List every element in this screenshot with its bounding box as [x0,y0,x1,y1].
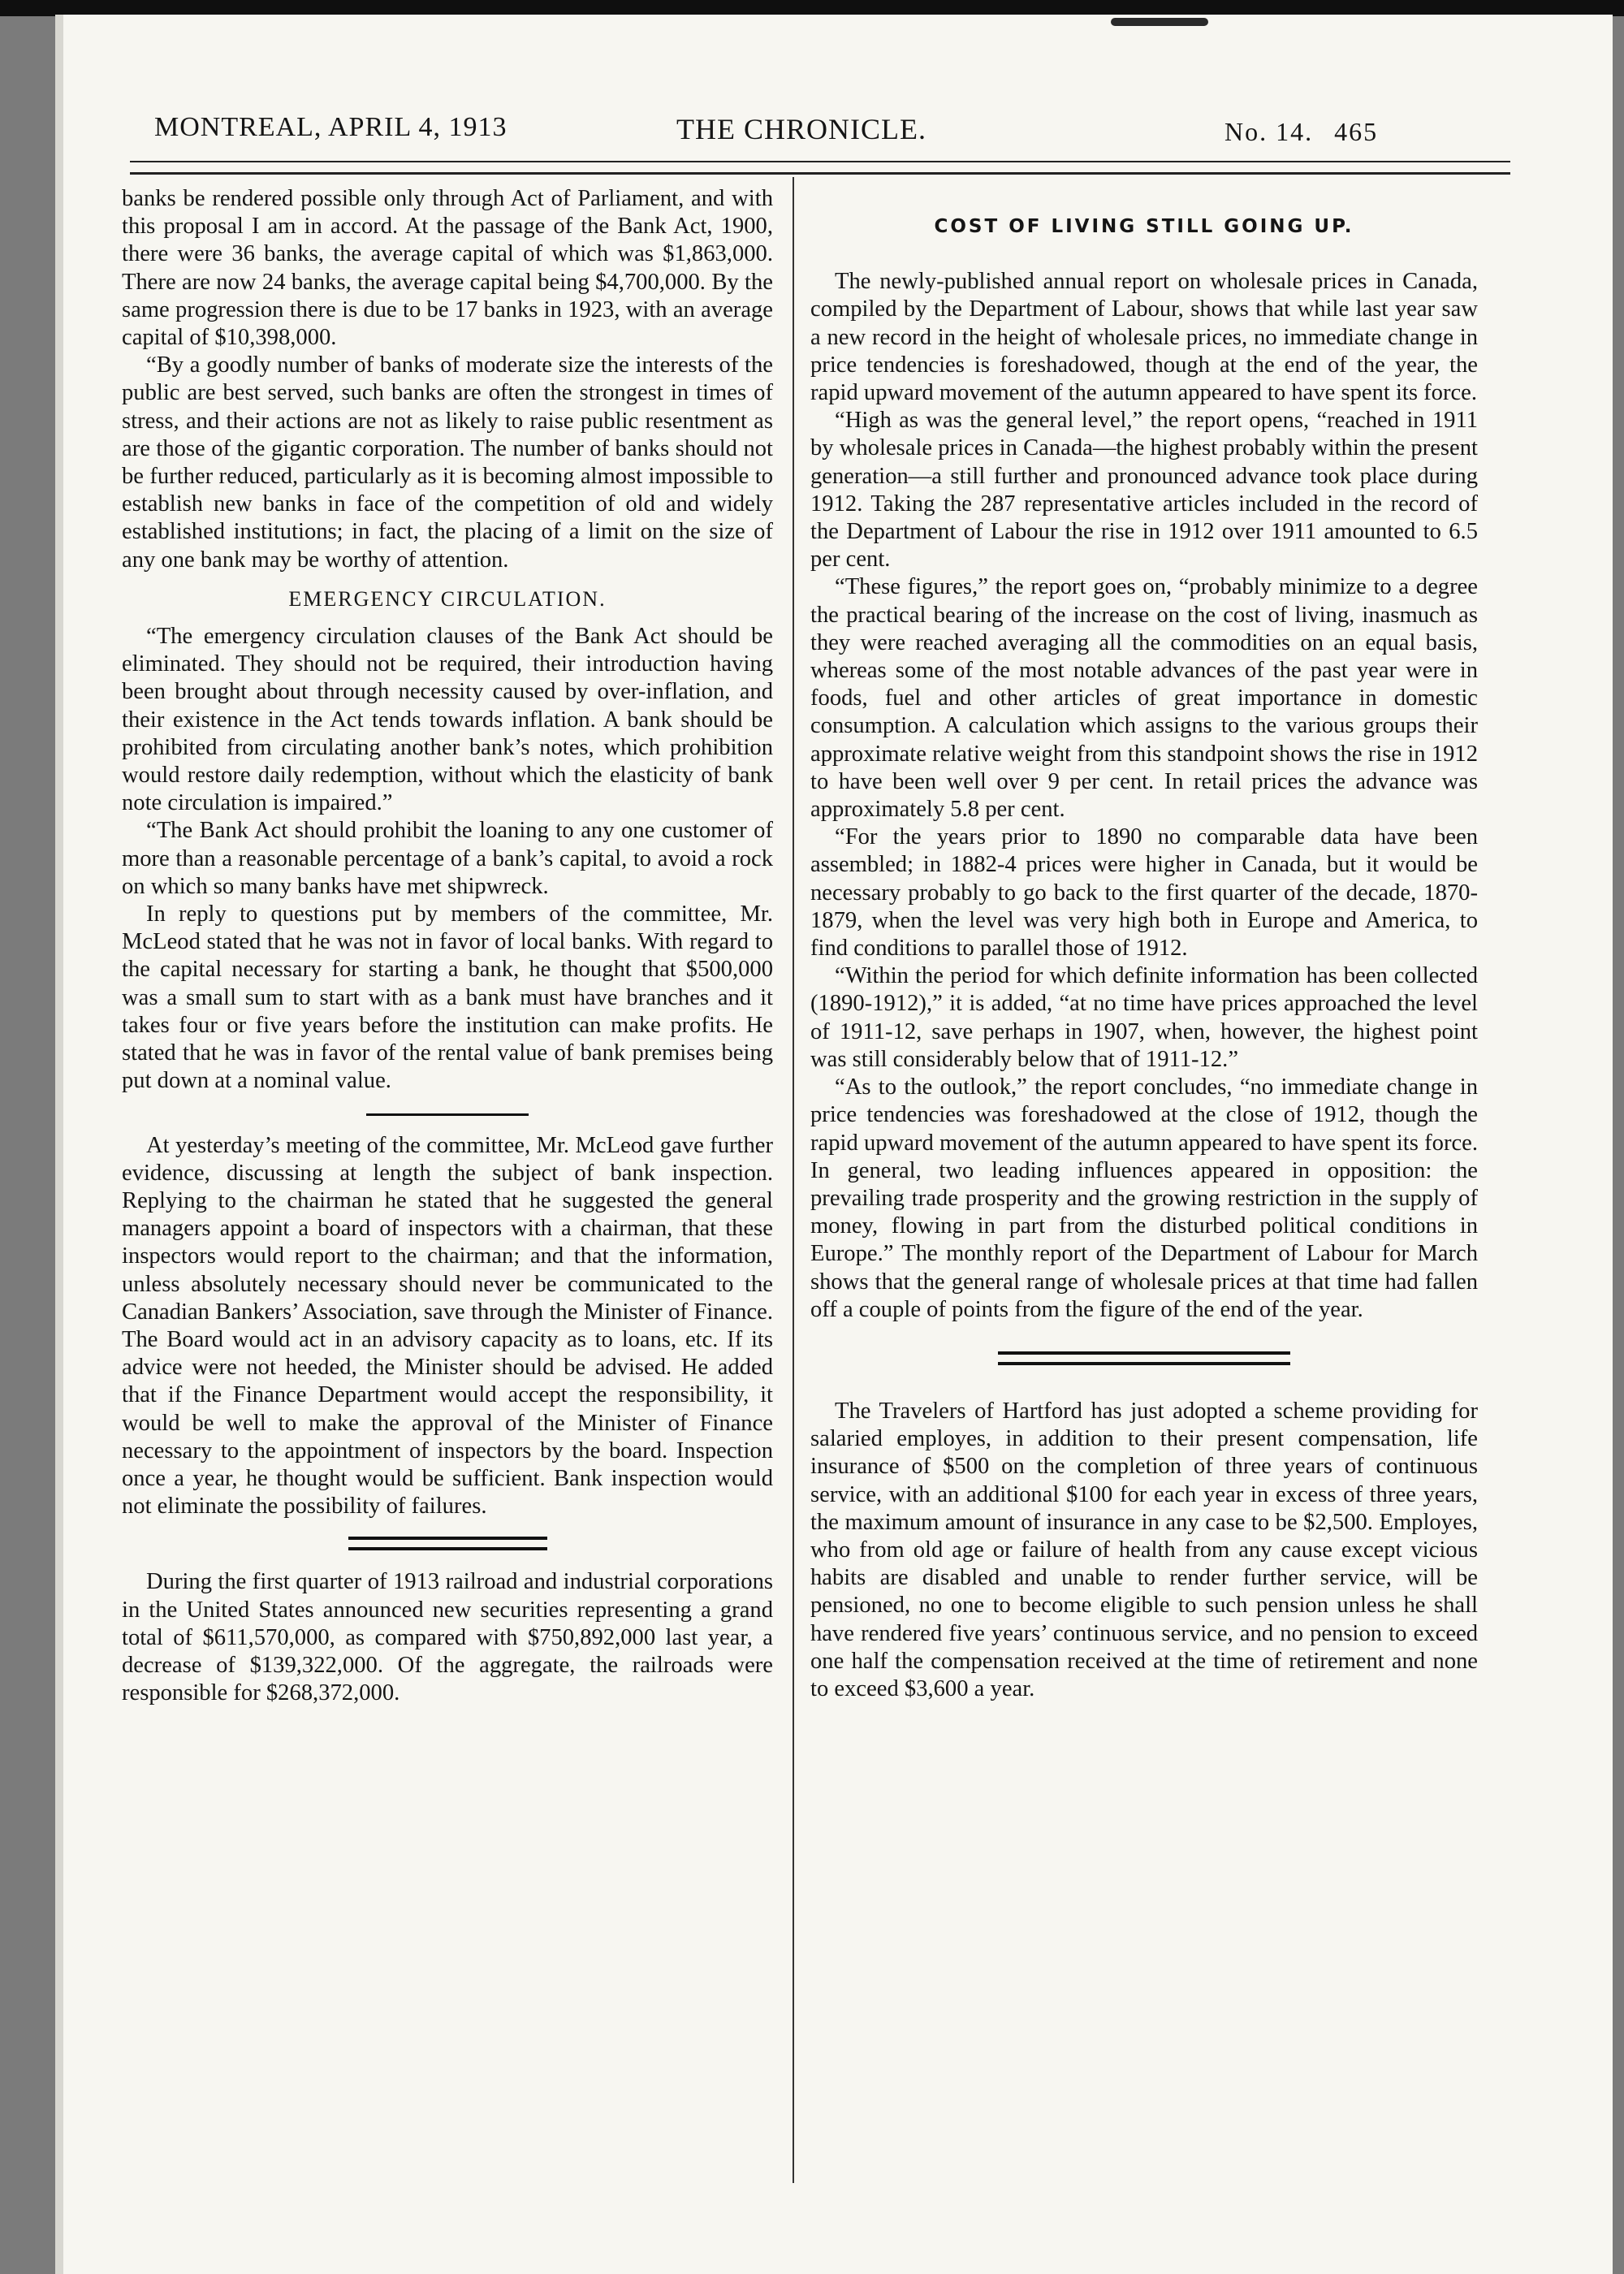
page-binding-edge [55,15,63,2274]
section-subheading: EMERGENCY CIRCULATION. [288,586,607,611]
article-paragraph: “These figures,” the report goes on, “probably minimize to a degree the practical bearing of the increase on the cost of living, inasmuch as they were reached averaging all the commodities on an equal basis, whereas some of the most notable advances of the past year were in foods, fuel and other articles of great importance in domestic consumption. A calculation which assigns to the various groups their approximate relative weight from this standpoint shows the rise in 1912 to have been well over 9 per cent. In retail prices the advance was approximately 5.8 per cent. [810,574,1478,823]
scan-top-border [0,0,1624,16]
page-number: 465 [1334,117,1379,146]
article-paragraph: At yesterday’s meeting of the committee, Mr. McLeod gave further evidence, discussing at length the subject of bank inspection. Replying to the chairman he stated that he suggested the general managers appoint a board of inspectors with a chairman, that these inspectors would report to the chairman; and that the information, unless absolutely necessary should never be communicated to the Canadian Bankers’ Association, save through the Minister of Finance. The Board would act in an advisory capacity as to loans, etc. If its advice were not heeded, the Minister should be advised. He added that if the Finance Department would accept the responsibility, it would be well to make the approval of the Minister of Finance necessary to the appointment of inspectors by the board. Inspection once a year, he thought would be sufficient. Bank inspection would not eliminate the possibility of failures. [122,1132,773,1520]
article-paragraph: The Travelers of Hartford has just adopted a scheme providing for salaried employes, in addition to their present compensation, life insurance of $500 on the completion of three years of continuous service, with an additional $100 for each year in excess of three years, the maximum amount of insurance in any case to be $2,500. Employes, who from old age or failure of health from any cause except vicious habits are disabled and unable to render further service, will be pensioned, no one to become eligible to such pension unless he shall have rendered five years’ continuous service, and no pension to exceed one half the compensation received at the time of retirement and none to exceed $3,600 a year. [810,1398,1478,1701]
issue-number: No. 14. [1224,117,1314,146]
article-paragraph: In reply to questions put by members of the committee, Mr. McLeod stated that he was not in favor of local banks. With regard to the capital necessary for starting a bank, he thought that $500,000 was a small sum to start with as a bank must have branches and it takes four or five years before the institution can make profits. He stated that he was in favor of the rental value of bank premises being put down at a nominal value. [122,901,773,1094]
article-paragraph: During the first quarter of 1913 railroad and industrial corporations in the United States announced new securities representing a grand total of $611,570,000, as compared with $750,892,000 last year, a decrease of $139,322,000. Of the aggregate, the railroads were responsible for $268,372,000. [122,1569,773,1706]
article-paragraph: “High as was the general level,” the report opens, “reached in 1911 by wholesale prices in Canada—the highest probably within the present generation—a still further and pronounced advance took place during 1912. Taking the 287 representative articles included in the record of the Department of Labour the rise in 1912 over 1911 amounted to 6.5 per cent. [810,408,1478,573]
article-paragraph: “By a goodly number of banks of moderate size the interests of the public are best served, such banks are often the strongest in times of stress, and their actions are not as likely to raise public resentment as are those of the gigantic corporation. The number of banks should not be further reduced, particularly as it is becoming almost impossible to establish new banks in face of the competition of old and widely established institutions; in fact, the placing of a limit on the size of any one bank may be worthy of attention. [122,352,773,573]
article-paragraph: banks be rendered possible only through Act of Parliament, and with this proposal I am in accord. At the passage of the Bank Act, 1900, there were 36 banks, the average capital of which was $1,863,000. There are now 24 banks, the average capital being $4,700,000. By the same progression there is due to be 17 banks in 1923, with an average capital of $10,398,000. [122,186,773,351]
header-dateline: MONTREAL, APRIL 4, 1913 [154,112,508,142]
left-column [122,185,773,1707]
article-paragraph: “As to the outlook,” the report concludes, “no immediate change in price tendencies was foreshadowed at the close of 1912, though the rapid upward movement of the autumn appeared to have spent its force. In general, two leading influences appeared in opposition: the prevailing trade prosperity and the growing restriction in the supply of money, flowing in part from the disturbed political conditions in Europe.” The monthly report of the Department of Labour for March shows that the general range of wholesale prices at that time had fallen off a couple of points from the figure of the end of the year. [810,1074,1478,1322]
header-rule [130,161,1510,175]
header-publication-title: THE CHRONICLE. [676,113,926,145]
double-separator [348,1537,547,1550]
article-paragraph: “The emergency circulation clauses of the Bank Act should be eliminated. They should not be required, their introduction having been brought about through necessity caused by over-inflation, and their existence in the Act tends towards inflation. A bank should be prohibited from circulating another bank’s notes, which prohibition would restore daily redemption, without which the elasticity of bank note circulation is impaired.” [122,624,773,816]
running-header [55,96,1613,153]
double-separator [998,1351,1290,1365]
column-divider [793,177,794,2183]
article-title: COST OF LIVING STILL GOING UP. [934,216,1354,237]
right-column [810,185,1478,1703]
header-issue-page [1224,117,1399,147]
section-separator [366,1113,529,1116]
article-paragraph: The newly-published annual report on wholesale prices in Canada, compiled by the Department of Labour, shows that while last year saw a new record in the height of wholesale prices, no immediate change in price tendencies is foreshadowed, though at the end of the year, the rapid upward movement of the autumn appeared to have spent its force. [810,269,1478,406]
article-paragraph: “For the years prior to 1890 no comparable data have been assembled; in 1882-4 prices were higher in Canada, but it would be necessary probably to go back to the first quarter of the decade, 1870-1879, when the level was very high both in Europe and America, to find conditions to parallel those of 1912. [810,824,1478,962]
article-paragraph: “The Bank Act should prohibit the loaning to any one customer of more than a reasonable percentage of a bank’s capital, to avoid a rock on which so many banks have met shipwreck. [122,818,773,899]
scan-mark [1111,18,1208,26]
newspaper-page [55,15,1613,2274]
article-paragraph: “Within the period for which definite information has been collected (1890-1912),” it is added, “at no time have prices approached the level of 1911-12, save perhaps in 1907, when, however, the highest point was still considerably below that of 1911-12.” [810,963,1478,1072]
